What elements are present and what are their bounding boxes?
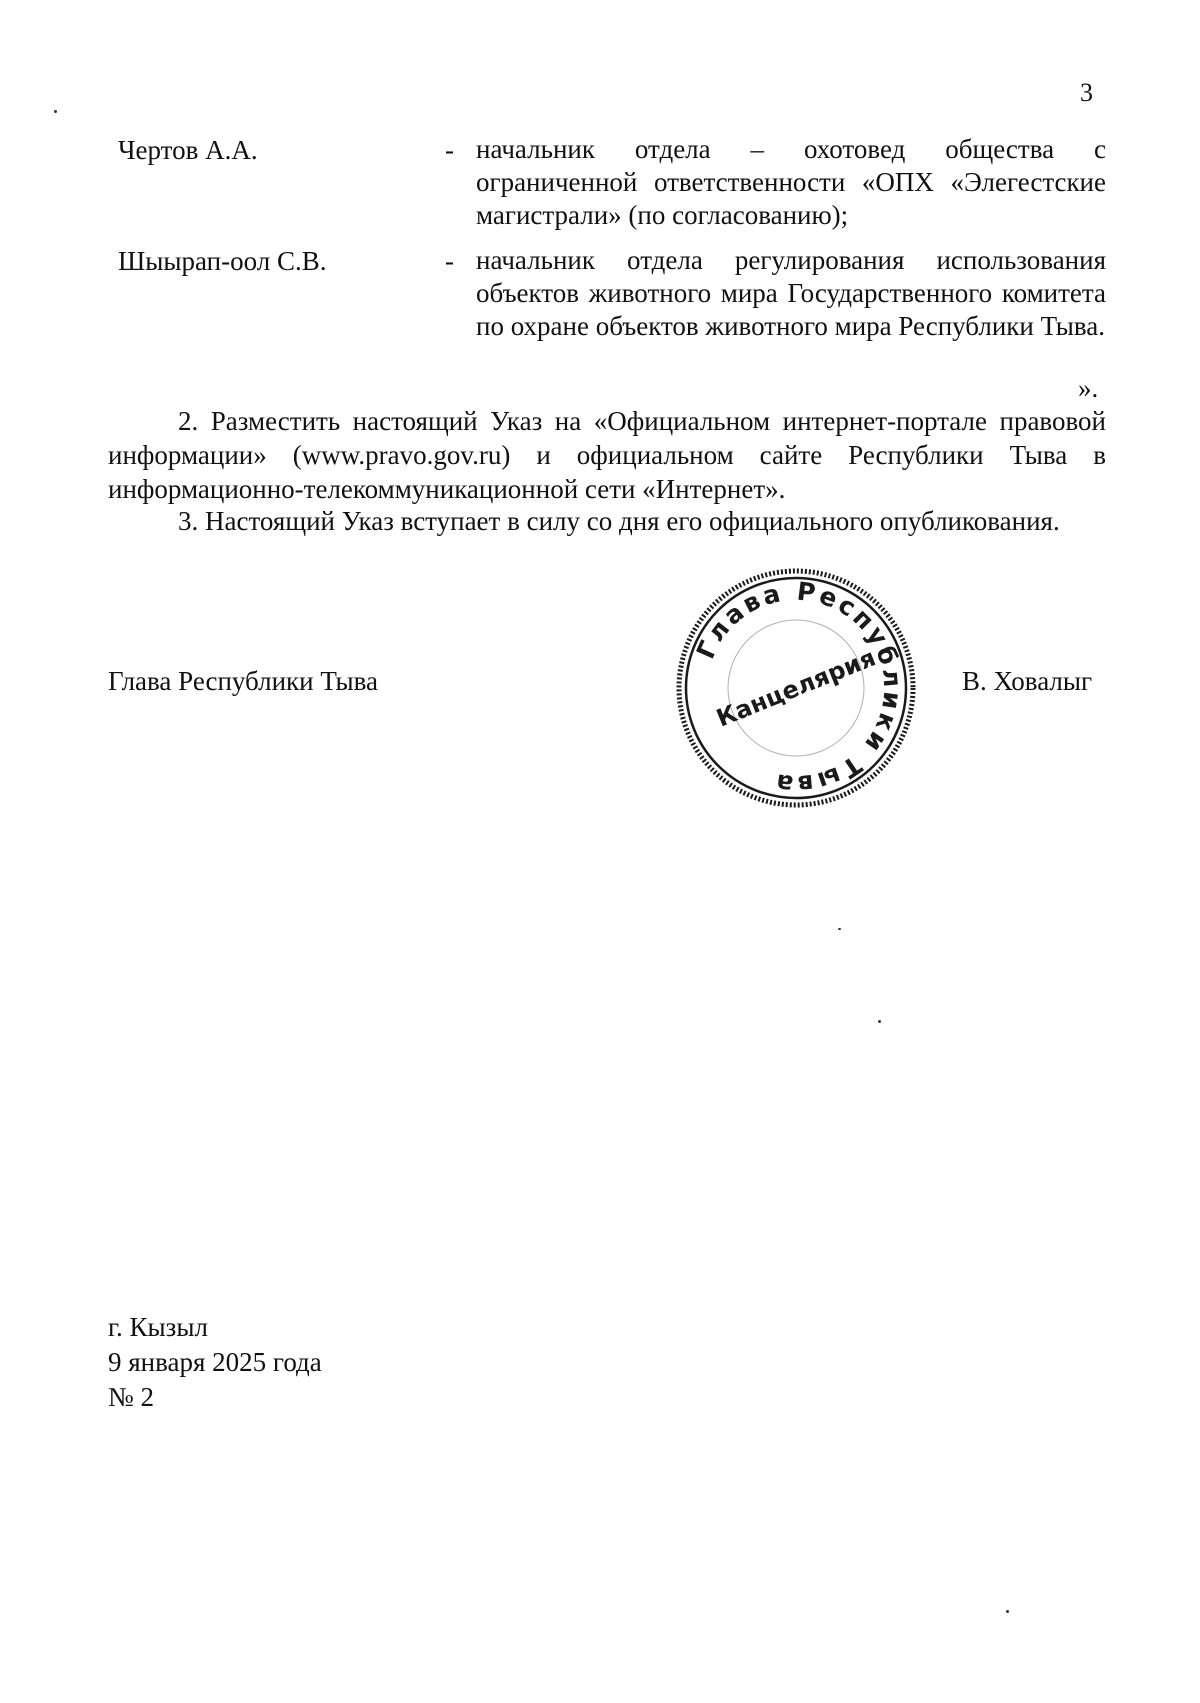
scan-speck — [878, 1020, 881, 1023]
footer-date: 9 января 2025 года — [108, 1347, 322, 1377]
document-footer — [108, 1310, 322, 1415]
member-description: начальник отдела – охотовед общества с ограниченной ответственности «ОПХ «Элегестские магистрали» (по согласованию); — [476, 134, 1106, 230]
scan-speck — [1006, 1610, 1009, 1613]
paragraph-publish: 2. Разместить настоящий Указ на «Официальном интернет-портале правовой информации» (www.pravo.gov.ru) и официальном сайте Республики Тыва в информационно-телекоммуникационной сети «Интернет». — [108, 406, 1106, 504]
member-dash: - — [445, 246, 454, 276]
footer-number: № 2 — [108, 1382, 155, 1412]
seal-center-text: Канцелярия — [712, 643, 880, 733]
member-description: начальник отдела регулирования использования объектов животного мира Государственного комитета по охране объектов животного мира Республики Тыва. — [476, 245, 1106, 341]
official-seal — [671, 563, 921, 813]
paragraph-effective: 3. Настоящий Указ вступает в силу со дня его официального опубликования. — [178, 506, 1060, 536]
signatory-name: В. Ховалыг — [962, 666, 1093, 696]
signatory-position: Глава Республики Тыва — [108, 666, 379, 696]
member-name: Шыырап-оол С.В. — [118, 246, 327, 276]
scan-speck — [54, 110, 57, 113]
member-name: Чертов А.А. — [118, 135, 258, 165]
scan-speck — [838, 928, 841, 930]
member-dash: - — [445, 135, 454, 165]
closing-quote: ». — [1078, 373, 1099, 403]
seal-ring-text: Глава Республики Тыва — [690, 576, 908, 800]
footer-city: г. Кызыл — [108, 1312, 208, 1342]
page-number: 3 — [1080, 78, 1093, 107]
